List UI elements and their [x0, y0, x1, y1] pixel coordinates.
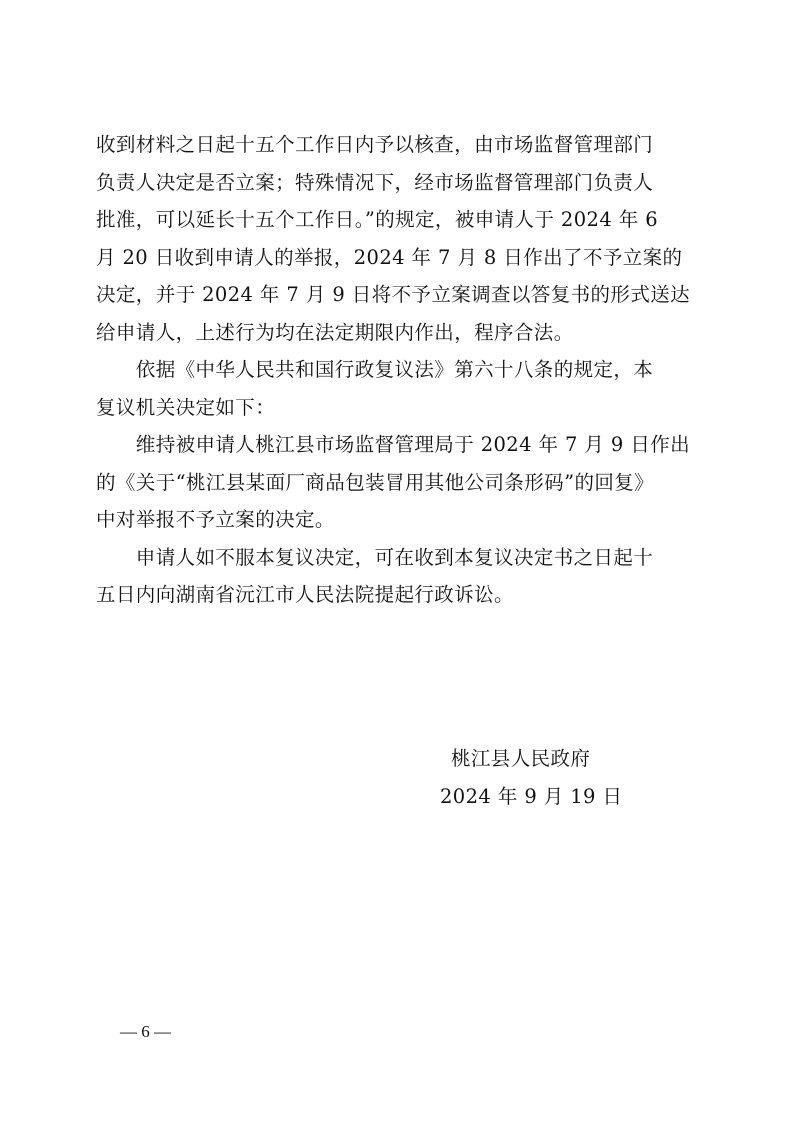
- body-line: 负责人决定是否立案；特殊情况下，经市场监督管理部门负责人: [96, 170, 654, 194]
- body-line: 中对举报不予立案的决定。: [96, 508, 335, 531]
- body-line: 五日内向湖南省沅江市人民法院提起行政诉讼。: [96, 583, 514, 606]
- body-line: 的《关于“桃江县某面厂商品包装冒用其他公司条形码”的回复》: [96, 470, 655, 494]
- body-line: 复议机关决定如下：: [96, 395, 276, 419]
- signing-organization: 桃江县人民政府: [451, 747, 591, 770]
- body-line: 月 20 日收到申请人的举报，2024 年 7 月 8 日作出了不予立案的: [96, 245, 683, 269]
- signature-block: [440, 740, 640, 816]
- signing-date: 2024 年 9 月 19 日: [440, 785, 623, 808]
- page-number: — 6 —: [120, 1022, 171, 1041]
- body-line: 依据《中华人民共和国行政复议法》第六十八条的规定，本: [96, 358, 654, 381]
- body-line: 维持被申请人桃江县市场监督管理局于 2024 年 7 月 9 日作出: [96, 433, 691, 456]
- document-body: [96, 126, 696, 614]
- body-line: 收到材料之日起十五个工作日内予以核查，由市场监督管理部门: [96, 133, 654, 156]
- body-line: 批准，可以延长十五个工作日。”的规定，被申请人于 2024 年 6: [96, 208, 659, 231]
- body-line: 给申请人，上述行为均在法定期限内作出，程序合法。: [96, 320, 574, 344]
- body-line: 申请人如不服本复议决定，可在收到本复议决定书之日起十: [96, 545, 654, 569]
- body-line: 决定，并于 2024 年 7 月 9 日将不予立案调查以答复书的形式送达: [96, 283, 691, 306]
